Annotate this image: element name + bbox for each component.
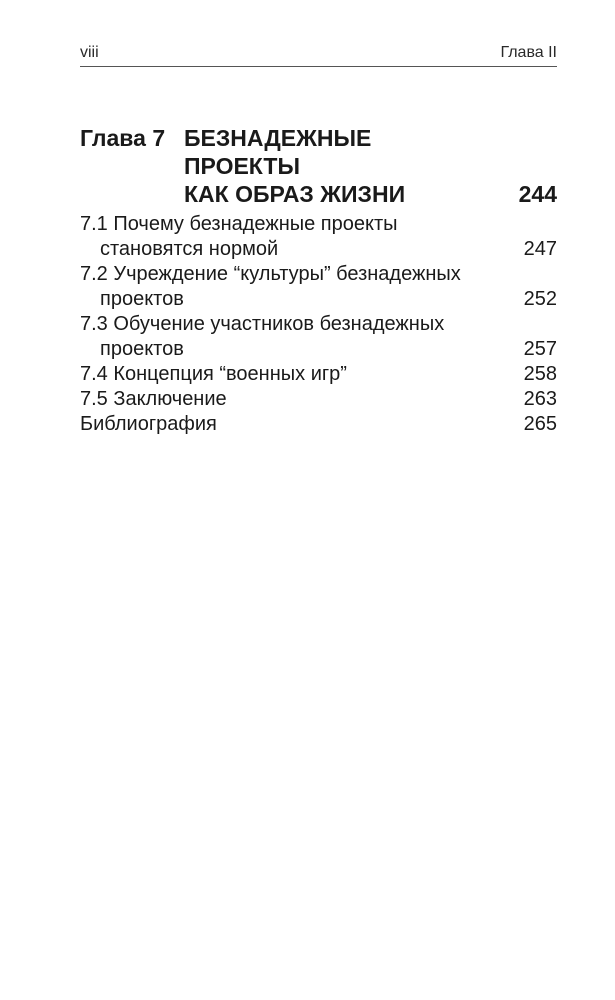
chapter-page-number: 244	[518, 181, 557, 207]
toc-entry-line: Библиография	[80, 413, 217, 435]
toc-entry-page: 252	[523, 288, 557, 310]
chapter-title-line: КАК ОБРАЗ ЖИЗНИ	[184, 181, 406, 207]
toc-entry-line: 7.5 Заключение	[80, 388, 227, 410]
toc-entry-line: проектов	[100, 288, 184, 310]
toc-entry	[80, 212, 557, 262]
chapter-title-line: ПРОЕКТЫ	[184, 153, 300, 179]
toc-entry-page: 258	[523, 363, 557, 385]
chapter-label: Глава 7	[80, 125, 166, 151]
running-title: Глава II	[500, 44, 557, 61]
toc-entry-line: 7.4 Концепция “военных игр”	[80, 363, 347, 385]
page-number: viii	[80, 44, 99, 61]
chapter-title-line: БЕЗНАДЕЖНЫЕ	[184, 125, 372, 151]
toc-entry-line: становятся нормой	[100, 238, 279, 260]
table-of-contents	[80, 124, 557, 437]
toc-entry	[80, 412, 557, 437]
chapter-title-last-line	[184, 180, 557, 208]
toc-entry-page: 247	[523, 238, 557, 260]
toc-entry-line: проектов	[100, 338, 184, 360]
toc-entry-line: 7.1 Почему безнадежные проекты	[80, 213, 398, 235]
toc-entry	[80, 387, 557, 412]
header-rule	[80, 66, 557, 67]
toc-entry	[80, 312, 557, 362]
chapter-heading	[80, 124, 557, 208]
toc-entry	[80, 362, 557, 387]
toc-entry-line: 7.3 Обучение участников безнадежных	[80, 313, 445, 335]
toc-entry-line: 7.2 Учреждение “культуры” безнадежных	[80, 263, 461, 285]
toc-entry-page: 265	[523, 413, 557, 435]
toc-entry-page: 257	[523, 338, 557, 360]
chapter-title	[184, 124, 557, 208]
toc-entry-page: 263	[523, 388, 557, 410]
toc-entry	[80, 262, 557, 312]
running-header	[80, 44, 557, 62]
toc-entries	[80, 212, 557, 437]
